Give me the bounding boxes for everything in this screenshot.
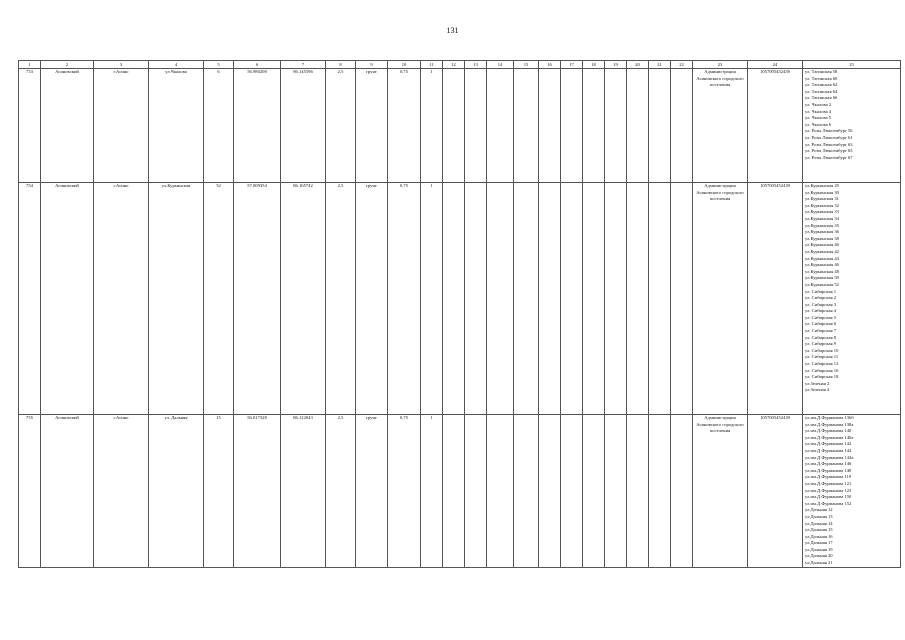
address-line: ул. Розы Люксембург 56 — [805, 128, 853, 134]
address-line: ул.им.Д.Фурманова 140 — [805, 428, 852, 434]
address-line: ул.им.Д.Фурманова 148 — [805, 467, 852, 473]
empty-cell — [443, 183, 465, 415]
address-line: ул. Сибирская 10 — [805, 347, 839, 353]
address-line: ул.Дальняя 15 — [805, 527, 833, 533]
column-header: 10 — [388, 61, 421, 69]
address-line: ул.Курьинская 29 — [805, 183, 839, 188]
cell-no: 755 — [19, 415, 41, 568]
column-header: 24 — [748, 61, 803, 69]
cell-ogrn: 1057005452439 — [748, 183, 803, 415]
address-line: ул. Розы Люксембург 63 — [805, 141, 853, 147]
address-line: ул. Сибирская 7 — [805, 328, 837, 334]
address-line: ул.Дальняя 14 — [805, 520, 833, 526]
empty-cell — [514, 69, 539, 183]
address-line: ул.Курьинская 44 — [805, 255, 839, 261]
empty-cell — [539, 183, 561, 415]
empty-cell — [627, 415, 649, 568]
empty-cell — [671, 183, 693, 415]
address-line: ул. Тагинская 60 — [805, 75, 838, 81]
address-line: ул. Сибирская 9 — [805, 341, 837, 347]
address-line: ул. Розы Люксембург 61 — [805, 134, 853, 140]
page-number: 131 — [446, 26, 459, 35]
cell-street: ул.Чкалова — [149, 69, 204, 183]
cell-lon: 86.145596 — [281, 69, 326, 183]
cell-owner: Администрация Асиновского городского поселения — [693, 69, 748, 183]
column-header: 15 — [514, 61, 539, 69]
cell-size: 0,75 — [388, 183, 421, 415]
address-line: ул. Розы Люксембург 67 — [805, 154, 853, 160]
column-header: 4 — [149, 61, 204, 69]
cell-no: 753 — [19, 69, 41, 183]
empty-cell — [487, 183, 514, 415]
header-row — [19, 61, 901, 69]
empty-cell — [649, 415, 671, 568]
address-line: ул.Курьинская 50 — [805, 275, 839, 281]
address-line: ул.Курьинская 40 — [805, 242, 839, 248]
column-header: 12 — [443, 61, 465, 69]
column-header: 18 — [583, 61, 605, 69]
empty-cell — [671, 69, 693, 183]
address-line: ул. Сибирская 16 — [805, 367, 839, 373]
address-line: ул.Дальняя 20 — [805, 553, 833, 559]
table-row — [19, 183, 901, 415]
empty-cell — [671, 415, 693, 568]
address-line: ул.Курьинская 46 — [805, 262, 839, 268]
address-line: ул. Сибирская 2 — [805, 295, 837, 301]
cell-area: 2,5 — [326, 69, 356, 183]
address-line: ул.Курьинская 33 — [805, 209, 839, 215]
address-line: ул. Тагинская 66 — [805, 95, 838, 101]
column-header: 3 — [94, 61, 149, 69]
address-line: ул.им.Д.Фурманова 136б — [805, 415, 854, 420]
address-line: ул.Курьинская 42 — [805, 248, 839, 254]
address-line: ул.Курьинская 36 — [805, 229, 839, 235]
empty-cell — [561, 415, 583, 568]
empty-cell — [465, 415, 487, 568]
address-line: ул.им.Д.Фурманова 121 — [805, 480, 852, 486]
address-line: ул.им.Д.Фурманова 138а — [805, 421, 854, 427]
column-header: 1 — [19, 61, 41, 69]
column-header: 6 — [234, 61, 281, 69]
empty-cell — [605, 183, 627, 415]
address-line: ул.Курьинская 31 — [805, 196, 839, 202]
cell-lat: 56.980208 — [234, 69, 281, 183]
address-line: ул. Чкалова 4 — [805, 108, 832, 114]
column-header: 8 — [326, 61, 356, 69]
address-line: ул.им.Д.Фурманова 144 — [805, 447, 852, 453]
address-line: ул.им.Д.Фурманова 142 — [805, 441, 852, 447]
address-line: ул. Сибирская 4 — [805, 308, 837, 314]
address-line: ул. Тагинская 62 — [805, 82, 838, 88]
empty-cell — [583, 183, 605, 415]
column-header: 16 — [539, 61, 561, 69]
cell-town: г.Асино — [94, 69, 149, 183]
column-header: 20 — [627, 61, 649, 69]
column-header: 9 — [356, 61, 388, 69]
address-line: ул.Дальняя 19 — [805, 546, 833, 552]
cell-count: 1 — [421, 69, 443, 183]
address-line: ул.Дальняя 13 — [805, 513, 833, 519]
column-header: 11 — [421, 61, 443, 69]
address-line: ул. Сибирская 5 — [805, 314, 837, 320]
address-line: ул.Курьинская 52 — [805, 281, 839, 287]
cell-house: 52 — [204, 183, 234, 415]
address-line: ул.Курьинская 30 — [805, 189, 839, 195]
address-line: ул.Дальняя 21 — [805, 560, 833, 566]
empty-cell — [539, 415, 561, 568]
address-line: ул.Курьинская 35 — [805, 222, 839, 228]
address-line: ул.Зеленая 2 — [805, 380, 830, 386]
address-line: ул.им.Д.Фурманова 119 — [805, 474, 852, 480]
empty-cell — [605, 415, 627, 568]
empty-cell — [465, 69, 487, 183]
address-line: ул. Сибирская 8 — [805, 334, 837, 340]
address-line: ул. Сибирская 6 — [805, 321, 837, 327]
address-line: ул. Сибирская 18 — [805, 374, 839, 380]
cell-house: 6 — [204, 69, 234, 183]
empty-cell — [583, 69, 605, 183]
cell-owner: Администрация Асиновского городского поселения — [693, 183, 748, 415]
empty-cell — [561, 69, 583, 183]
cell-lon: 86.165742 — [281, 183, 326, 415]
empty-cell — [514, 183, 539, 415]
address-line: ул. Чкалова 5 — [805, 115, 832, 121]
empty-cell — [514, 415, 539, 568]
column-header: 23 — [693, 61, 748, 69]
address-line: ул.Дальняя 12 — [805, 507, 833, 513]
cell-surface: грунт — [356, 69, 388, 183]
column-header: 5 — [204, 61, 234, 69]
address-line: ул.Курьинская 32 — [805, 202, 839, 208]
cell-addresses — [803, 183, 901, 415]
cell-area: 2,5 — [326, 415, 356, 568]
address-line: ул. Розы Люксембург 65 — [805, 148, 853, 154]
empty-cell — [539, 69, 561, 183]
empty-cell — [465, 183, 487, 415]
address-line: ул.им.Д.Фурманова 144а — [805, 454, 854, 460]
column-header: 2 — [41, 61, 94, 69]
address-line: ул.Курьинская 48 — [805, 268, 839, 274]
column-header: 13 — [465, 61, 487, 69]
address-line: ул.им.Д.Фурманова 123 — [805, 487, 852, 493]
address-line: ул. Сибирская 12 — [805, 361, 839, 367]
address-line: ул. Сибирская 3 — [805, 301, 837, 307]
address-line: ул. Сибирская 11 — [805, 354, 839, 360]
cell-district: Асиновский — [41, 183, 94, 415]
cell-town: г.Асино — [94, 415, 149, 568]
cell-addresses — [803, 69, 901, 183]
cell-surface: грунт — [356, 415, 388, 568]
cell-owner: Администрация Асиновского городского поселения — [693, 415, 748, 568]
cell-street: ул.Курьинская — [149, 183, 204, 415]
address-line: ул.им.Д.Фурманова 150 — [805, 494, 852, 500]
cell-district: Асиновский — [41, 69, 94, 183]
cell-ogrn: 1057005452439 — [748, 415, 803, 568]
empty-cell — [627, 183, 649, 415]
address-line: ул.Зеленая 4 — [805, 387, 830, 393]
empty-cell — [605, 69, 627, 183]
empty-cell — [487, 69, 514, 183]
address-line: ул.Курьинская 34 — [805, 215, 839, 221]
column-header: 14 — [487, 61, 514, 69]
column-header: 25 — [803, 61, 901, 69]
address-line: ул.Дальняя 17 — [805, 540, 833, 546]
cell-street: ул. Дальняя — [149, 415, 204, 568]
cell-house: 15 — [204, 415, 234, 568]
empty-cell — [627, 69, 649, 183]
column-header: 17 — [561, 61, 583, 69]
empty-cell — [649, 183, 671, 415]
address-line: ул.им.Д.Фурманова 152 — [805, 500, 852, 506]
table-row — [19, 415, 901, 568]
empty-cell — [561, 183, 583, 415]
cell-district: Асиновский — [41, 415, 94, 568]
cell-no: 754 — [19, 183, 41, 415]
column-header: 19 — [605, 61, 627, 69]
cell-size: 0,75 — [388, 415, 421, 568]
address-line: ул. Чкалова 6 — [805, 121, 832, 127]
address-line: ул.Курьинская 38 — [805, 235, 839, 241]
cell-lat: 56.017328 — [234, 415, 281, 568]
cell-area: 2,5 — [326, 183, 356, 415]
empty-cell — [487, 415, 514, 568]
cell-size: 0,75 — [388, 69, 421, 183]
empty-cell — [443, 415, 465, 568]
cell-addresses — [803, 415, 901, 568]
address-line: ул.им.Д.Фурманова 140а — [805, 434, 854, 440]
address-line: ул.Дальняя 16 — [805, 533, 833, 539]
empty-cell — [649, 69, 671, 183]
address-line: ул. Чкалова 2 — [805, 101, 832, 107]
address-line: ул.им.Д.Фурманова 146 — [805, 461, 852, 467]
column-header: 21 — [649, 61, 671, 69]
cell-count: 1 — [421, 183, 443, 415]
address-line: ул. Тагинская 58 — [805, 69, 838, 74]
cell-town: г.Асино — [94, 183, 149, 415]
table-row — [19, 69, 901, 183]
empty-cell — [443, 69, 465, 183]
address-line: ул. Сибирская 1 — [805, 288, 837, 294]
register-table — [18, 60, 901, 568]
column-header: 22 — [671, 61, 693, 69]
cell-lat: 57.009354 — [234, 183, 281, 415]
cell-surface: грунт — [356, 183, 388, 415]
cell-lon: 86.122043 — [281, 415, 326, 568]
column-header: 7 — [281, 61, 326, 69]
address-line: ул. Тагинская 64 — [805, 88, 838, 94]
cell-count: 1 — [421, 415, 443, 568]
cell-ogrn: 1057005452439 — [748, 69, 803, 183]
empty-cell — [583, 415, 605, 568]
